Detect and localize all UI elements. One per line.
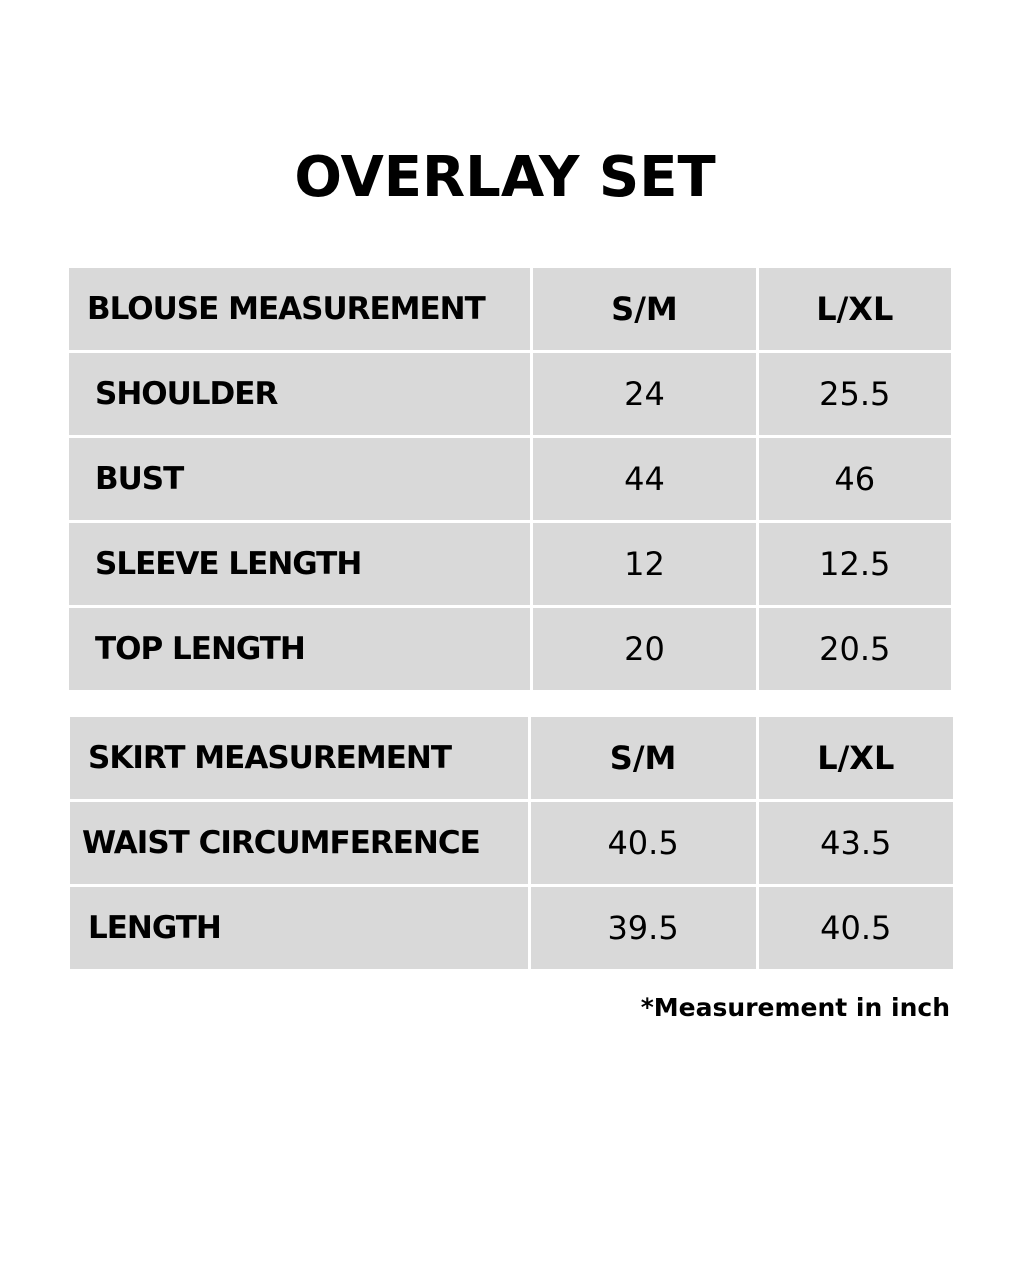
table-header-row [69,268,951,350]
row-value-sm: 40.5 [531,802,756,884]
table-row [70,802,953,884]
size-header-lxl: L/XL [759,717,953,799]
row-value-sm: 24 [533,353,755,435]
table-header-row [70,717,953,799]
table-row [69,608,951,690]
table-row [69,353,951,435]
row-value-lxl: 40.5 [759,887,953,969]
table-row [69,523,951,605]
skirt-header-label: SKIRT MEASUREMENT [70,717,528,799]
row-value-lxl: 20.5 [759,608,951,690]
size-header-sm: S/M [533,268,755,350]
table-row [69,438,951,520]
size-header-sm: S/M [531,717,756,799]
row-value-sm: 20 [533,608,755,690]
row-value-lxl: 12.5 [759,523,951,605]
row-value-sm: 39.5 [531,887,756,969]
row-value-lxl: 25.5 [759,353,951,435]
row-label: SLEEVE LENGTH [69,523,530,605]
blouse-measurement-table [66,265,954,693]
row-value-sm: 12 [533,523,755,605]
row-value-lxl: 46 [759,438,951,520]
page-title: OVERLAY SET [294,145,716,210]
measurement-unit-note: *Measurement in inch [640,993,950,1022]
row-label: BUST [69,438,530,520]
row-value-sm: 44 [533,438,755,520]
row-label: SHOULDER [69,353,530,435]
row-label: LENGTH [70,887,528,969]
skirt-measurement-table [67,714,956,972]
row-value-lxl: 43.5 [759,802,953,884]
blouse-header-label: BLOUSE MEASUREMENT [69,268,530,350]
size-header-lxl: L/XL [759,268,951,350]
row-label: TOP LENGTH [69,608,530,690]
table-row [70,887,953,969]
row-label: WAIST CIRCUMFERENCE [70,802,528,884]
